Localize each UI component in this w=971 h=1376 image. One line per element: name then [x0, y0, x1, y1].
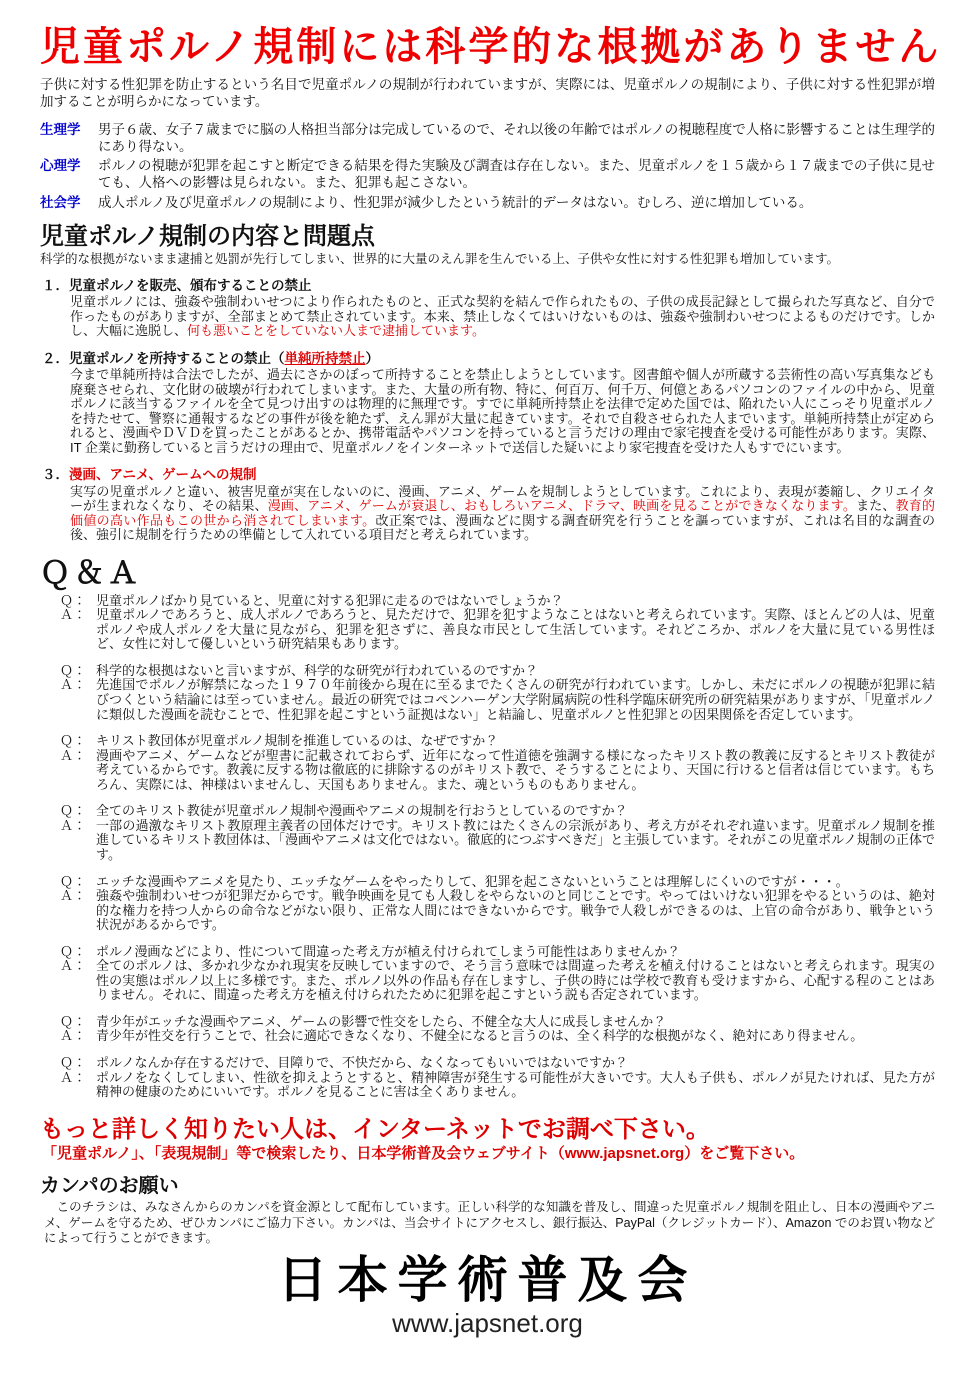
qa-item: [60, 804, 935, 862]
qa-question: [60, 945, 935, 960]
a-label: Ａ：: [60, 958, 87, 974]
donation-heading: カンパのお願い: [40, 1175, 179, 1198]
intro-paragraph: 子供に対する性犯罪を防止するという名目で児童ポルノの規制が行われていますが、実際には、児童ポルノの規制により、子供に対する性犯罪が増加することが明らかになっています。: [40, 77, 935, 110]
qa-item: [60, 875, 935, 933]
cta-heading: もっと詳しく知りたい人は、インターネットでお調べ下さい。: [40, 1115, 710, 1143]
section-heading: [42, 351, 935, 367]
science-item-physiology: [40, 121, 935, 156]
a-text: 青少年が性交を行うことで、社会に適応できなくなり、不健全になると言うのは、全く科学的な根拠がなく、絶対にあり得ません。: [96, 1028, 864, 1044]
qa-question: [60, 804, 935, 819]
qa-question: [60, 1056, 935, 1071]
body-text: 実写の児童ポルノと違い、被害児童が実在しないのに、漫画、アニメ、ゲームを規制しようとしています。これにより、表現が萎縮し、クリエイターが生まれなくなり、その結果、: [70, 483, 935, 514]
qa-item: [60, 945, 935, 1003]
body-text: 改正案では、漫画などに関する調査研究を行うことを謳っていますが、これは名目的な調査の後、強引に規制を行うための準備として入れている項目だと考えられています。: [70, 512, 935, 543]
a-label: Ａ：: [60, 677, 87, 693]
qa-question: [60, 594, 935, 609]
science-label: 心理学: [40, 158, 81, 174]
cta-subtext: 「児童ポルノ」、「表現規制」等で検索したり、日本学術普及会ウェブサイト（www.japsnet.org）をご覧下さい。: [42, 1145, 805, 1163]
science-list: [40, 121, 935, 211]
q-text: 全てのキリスト教徒が児童ポルノ規制や漫画やアニメの規制を行おうとしているのですか？: [96, 803, 628, 819]
highlighted-text: 漫画、アニメ、ゲームへの規制: [69, 467, 257, 483]
q-text: 青少年がエッチな漫画やアニメ、ゲームの影響で性交をしたら、不健全な大人に成長しませんか？: [96, 1013, 667, 1029]
q-label: Ｑ：: [60, 1013, 87, 1029]
qa-answer: [60, 889, 935, 933]
highlighted-text: 教育的価値の高い作品もこの世から消されてしまいます。: [70, 498, 935, 528]
qa-answer: [60, 1071, 935, 1100]
qa-question: [60, 875, 935, 890]
science-text: 男子６歳、女子７歳までに脳の人格担当部分は完成しているので、それ以後の年齢ではポルノの視聴程度で人格に影響することは生理学的にあり得ない。: [98, 121, 935, 154]
q-text: 児童ポルノばかり見ていると、児童に対する犯罪に走るのではないでしょうか？: [96, 592, 564, 608]
body-text: 今まで単純所持は合法でしたが、過去にさかのぼって所持することを禁止しようとしています。図書館や個人が所蔵する芸術性の高い写真集なども廃棄させられ、文化財の破壊が行われてしまいます。また、大量の所有物、特に、何百万、何千万、何億とあるパソコンのファイルの中から、児童ポルノに該当するファイルを全て見つけ出すのは物理的に無理です。すでに単純所持禁止を法律で定めた国では、陥れたい人にこっそり児童ポルノを持たせて、警察に通報するなどの事件が後を絶たず、えん罪が大量に起きています。それで自殺させられた人までいます。単純所持禁止が定められると、漫画やＤＶＤを買ったことがあるとか、携帯電話やパソコンを持っていると言うだけの理由で家宅捜査を受ける可能性があります。実際、IT 企業に勤務していると言うだけの理由で、児童ポルノをインターネットで送信した疑いにより家宅捜査を受けた人もすでにいます。: [70, 367, 935, 455]
section-body: [70, 485, 935, 543]
a-text: ポルノをなくしてしまい、性欲を抑えようとすると、精神障害が発生する可能性が大きいです。大人も子供も、ポルノが見たければ、見た方が精神の健康のためにいいです。ポルノを見ることに害は全くありません。: [96, 1069, 935, 1100]
footer: [40, 1253, 935, 1339]
section-body: [70, 295, 935, 339]
qa-item: [60, 734, 935, 792]
organization-name: 日本学術普及会: [277, 1252, 698, 1309]
problems-lead: 科学的な根拠がないまま逮捕と処罰が先行してしまい、世界的に大量のえん罪を生んでいる上、子供や女性に対する性犯罪も増加しています。: [40, 252, 840, 267]
a-text: 強姦や強制わいせつが犯罪だからです。戦争映画を見ても人殺しをやらないのと同じことです。やってはいけない犯罪をやるというのは、絶対的な権力を持つ人からの命令などがない限り、正常な人間にはできないからです。戦争で人殺しができるのは、上官の命令があり、戦争という状況があるからです。: [96, 888, 935, 933]
qa-answer: [60, 959, 935, 1003]
qa-item: [60, 664, 935, 722]
q-text: ポルノなんか存在するだけで、目障りで、不快だから、なくなってもいいではないですか？: [96, 1054, 628, 1070]
science-item-sociology: [40, 194, 935, 211]
q-label: Ｑ：: [60, 1054, 87, 1070]
a-text: 全てのポルノは、多かれ少なかれ現実を反映していますので、そう言う意味では間違った考えを植え付けることはないと考えられます。現実の性の実態はポルノ以上に多様です。また、ポルノ以外の作品も存在しますし、子供の時には学校で教育も受けますから、心配する程のことはありません。それに、間違った考え方を植え付けられたために犯罪を起こすという説も否定されています。: [96, 958, 935, 1003]
q-text: キリスト教団体が児童ポルノ規制を推進しているのは、なぜですか？: [96, 733, 499, 749]
problems-heading: 児童ポルノ規制の内容と問題点: [40, 222, 376, 250]
page-title: 児童ポルノ規制には科学的な根拠がありません: [40, 25, 942, 69]
problem-section-possession-ban: [40, 351, 935, 455]
problem-section-sale-ban: [40, 278, 935, 339]
qa-item: [60, 1056, 935, 1100]
qa-question: [60, 734, 935, 749]
q-label: Ｑ：: [60, 803, 87, 819]
a-label: Ａ：: [60, 1069, 87, 1085]
body-text: また、: [856, 498, 896, 514]
q-label: Ｑ：: [60, 592, 87, 608]
a-label: Ａ：: [60, 888, 87, 904]
a-label: Ａ：: [60, 747, 87, 763]
qa-answer: [60, 819, 935, 863]
a-text: 児童ポルノであろうと、成人ポルノであろうと、見ただけで、犯罪を犯すようなことはないと考えられています。実際、ほとんどの人は、児童ポルノや成人ポルノを大量に見ながら、犯罪を犯さずに、善良な市民として生活しています。それどころか、ポルノを大量に見ている男性ほど、女性に対して優しいという研究結果もあります。: [96, 607, 935, 652]
q-text: ポルノ漫画などにより、性について間違った考え方が植え付けられてしまう可能性はありませんか？: [96, 943, 681, 959]
body-text: ３．: [42, 467, 69, 483]
section-heading: [42, 467, 935, 483]
body-text: ）: [365, 350, 379, 366]
donation-body: このチラシは、みなさんからのカンパを資金源として配布しています。正しい科学的な知識を普及し、間違った児童ポルノ規制を阻止し、日本の漫画やアニメ、ゲームを守るため、ぜひカンパにご協力下さい。カンパは、当会サイトにアクセスし、銀行振込、PayPal（クレジットカード）、Amazon でのお買い物などによって行うことができます。: [44, 1200, 935, 1246]
q-text: 科学的な根拠はないと言いますが、科学的な研究が行われているのですか？: [96, 662, 539, 678]
a-text: 一部の過激なキリスト教原理主義者の団体だけです。キリスト教にはたくさんの宗派があり、考え方がそれぞれ違います。児童ポルノ規制を推進しているキリスト教団体は、「漫画やアニメは文化ではない。徹底的につぶすべきだ」と主張しています。それがこの児童ポルノ規制の正体です。: [96, 817, 935, 862]
highlighted-text: 単純所持禁止: [284, 350, 366, 366]
qa-item: [60, 594, 935, 652]
body-text: 児童ポルノには、強姦や強制わいせつにより作られたものと、正式な契約を結んで作られたもの、子供の成長記録として撮られた写真など、自分で作ったものがありますが、全部まとめて禁止されています。本来、禁止しなくてはいけないものは、強姦や強制わいせつによるものだけです。しかし、大幅に逸脱し、: [70, 294, 935, 339]
body-text: １．児童ポルノを販売、頒布することの禁止: [42, 278, 312, 294]
website-url: www.japsnet.org: [392, 1308, 583, 1339]
section-heading: [42, 278, 935, 294]
qa-answer: [60, 608, 935, 652]
qa-question: [60, 1015, 935, 1030]
q-label: Ｑ：: [60, 662, 87, 678]
qa-answer: [60, 678, 935, 722]
qa-item: [60, 1015, 935, 1044]
science-label: 社会学: [40, 194, 81, 210]
qa-heading: Ｑ＆Ａ: [40, 556, 142, 590]
highlighted-text: 何も悪いことをしていない人まで逮捕しています。: [187, 323, 485, 339]
a-label: Ａ：: [60, 817, 87, 833]
section-body: [70, 368, 935, 455]
science-text: 成人ポルノ及び児童ポルノの規制により、性犯罪が減少したという統計的データはない。むしろ、逆に増加している。: [98, 194, 813, 210]
body-text: ２．児童ポルノを所持することの禁止（: [42, 350, 285, 366]
q-label: Ｑ：: [60, 873, 87, 889]
a-label: Ａ：: [60, 1028, 87, 1044]
qa-question: [60, 664, 935, 679]
a-text: 漫画やアニメ、ゲームなどが聖書に記載されておらず、近年になって性道徳を強調する様になったキリスト教の教義に反するとキリスト教徒が考えているからです。教義に反する物は徹底的に排除するのがキリスト教で、そうすることにより、天国に行けると信者は信じています。もちろん、実際には、神様はいませんし、天国もありません。また、魂というものもありません。: [96, 747, 935, 792]
q-label: Ｑ：: [60, 943, 87, 959]
a-label: Ａ：: [60, 607, 87, 623]
a-text: 先進国でポルノが解禁になった１９７０年前後から現在に至るまでたくさんの研究が行われています。しかし、未だにポルノの視聴が犯罪に結びつくという結論には至っていません。最近の研究ではコペンハーゲン大学附属病院の性科学臨床研究所の研究結果がありますが、「児童ポルノに類似した漫画を読むことで、性犯罪を起こすという証拠はない」と結論し、児童ポルノと性犯罪との因果関係を否定しています。: [96, 677, 935, 722]
qa-answer: [60, 1029, 935, 1044]
q-label: Ｑ：: [60, 733, 87, 749]
science-item-psychology: [40, 157, 935, 192]
problem-section-manga-anime-game: [40, 467, 935, 542]
science-label: 生理学: [40, 121, 81, 137]
science-text: ポルノの視聴が犯罪を起こすと断定できる結果を得た実験及び調査は存在しない。また、児童ポルノを１５歳から１７歳までの子供に見せても、人格への影響は見られない。また、犯罪も起こさない。: [98, 158, 935, 191]
q-text: エッチな漫画やアニメを見たり、エッチなゲームをやったりして、犯罪を起こさないということは理解しにくいのですが・・・。: [96, 873, 849, 889]
highlighted-text: 漫画、アニメ、ゲームが衰退し、おもしろいアニメ、ドラマ、映画を見ることができなくなります。: [267, 498, 857, 514]
qa-answer: [60, 749, 935, 793]
